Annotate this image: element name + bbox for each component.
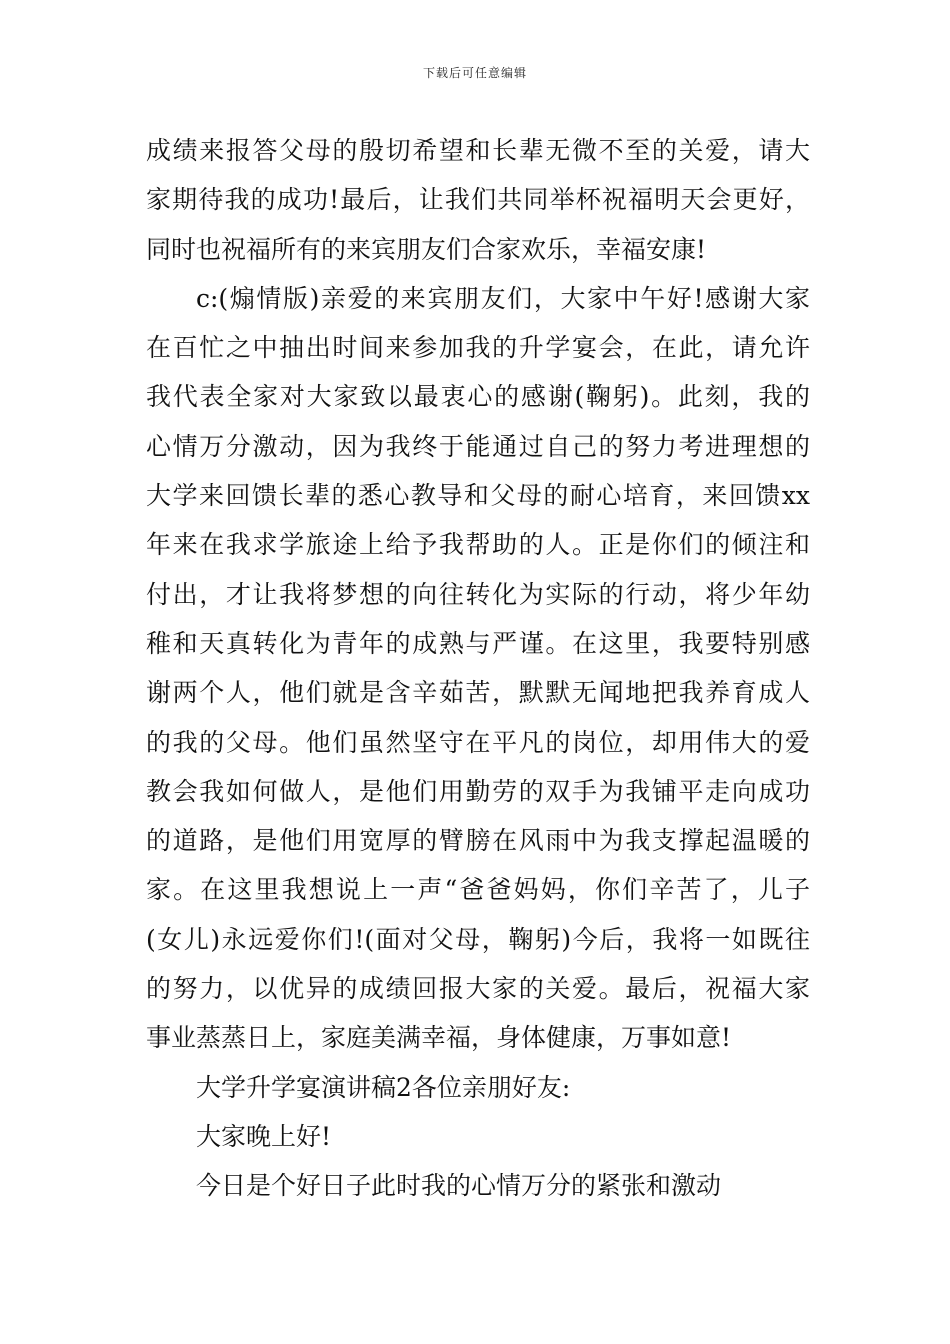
paragraph-line: 大学来回馈长辈的悉心教导和父母的耐心培育，来回馈xx: [146, 481, 810, 511]
paragraph-line: 家。在这里我想说上一声“爸爸妈妈，你们辛苦了，儿子: [146, 875, 810, 905]
paragraph-line: 的我的父母。他们虽然坚守在平凡的岗位，却用伟大的爱: [146, 727, 810, 757]
paragraph-line: 稚和天真转化为青年的成熟与严谨。在这里，我要特别感: [146, 628, 810, 658]
paragraph-line: 的道路，是他们用宽厚的臂膀在风雨中为我支撑起温暖的: [146, 826, 810, 856]
paragraph-line: 谢两个人，他们就是含辛茹苦，默默无闻地把我养育成人: [146, 678, 810, 708]
paragraph-line: 事业蒸蒸日上，家庭美满幸福，身体健康，万事如意!: [146, 1023, 732, 1053]
paragraph-line: 大家晚上好!: [196, 1121, 332, 1151]
paragraph-line: 的努力，以优异的成绩回报大家的关爱。最后，祝福大家: [146, 974, 810, 1004]
paragraph-line: 在百忙之中抽出时间来参加我的升学宴会，在此，请允许: [146, 333, 810, 363]
paragraph-line: 家期待我的成功!最后，让我们共同举杯祝福明天会更好，: [146, 185, 810, 215]
paragraph-line: 教会我如何做人，是他们用勤劳的双手为我铺平走向成功: [146, 776, 810, 806]
paragraph-line: 心情万分激动，因为我终于能通过自己的努力考进理想的: [146, 431, 810, 461]
paragraph-line: (女儿)永远爱你们!(面对父母，鞠躬)今后，我将一如既往: [146, 924, 810, 954]
paragraph-line: 同时也祝福所有的来宾朋友们合家欢乐，幸福安康!: [146, 234, 707, 264]
paragraph-line: 年来在我求学旅途上给予我帮助的人。正是你们的倾注和: [146, 530, 810, 560]
paragraph-line: 成绩来报答父母的殷切希望和长辈无微不至的关爱，请大: [146, 136, 810, 165]
paragraph-line: 今日是个好日子此时我的心情万分的紧张和激动: [196, 1171, 722, 1201]
paragraph-line: 我代表全家对大家致以最衷心的感谢(鞠躬)。此刻，我的: [146, 382, 810, 412]
paragraph-line: c:(煽情版)亲爱的来宾朋友们，大家中午好!感谢大家: [196, 283, 810, 313]
page-header: 下载后可任意编辑: [422, 66, 527, 80]
paragraph-line: 付出，才让我将梦想的向往转化为实际的行动，将少年幼: [146, 579, 810, 609]
document-body: [146, 126, 810, 1211]
paragraph-line: 大学升学宴演讲稿2各位亲朋好友:: [196, 1072, 571, 1102]
